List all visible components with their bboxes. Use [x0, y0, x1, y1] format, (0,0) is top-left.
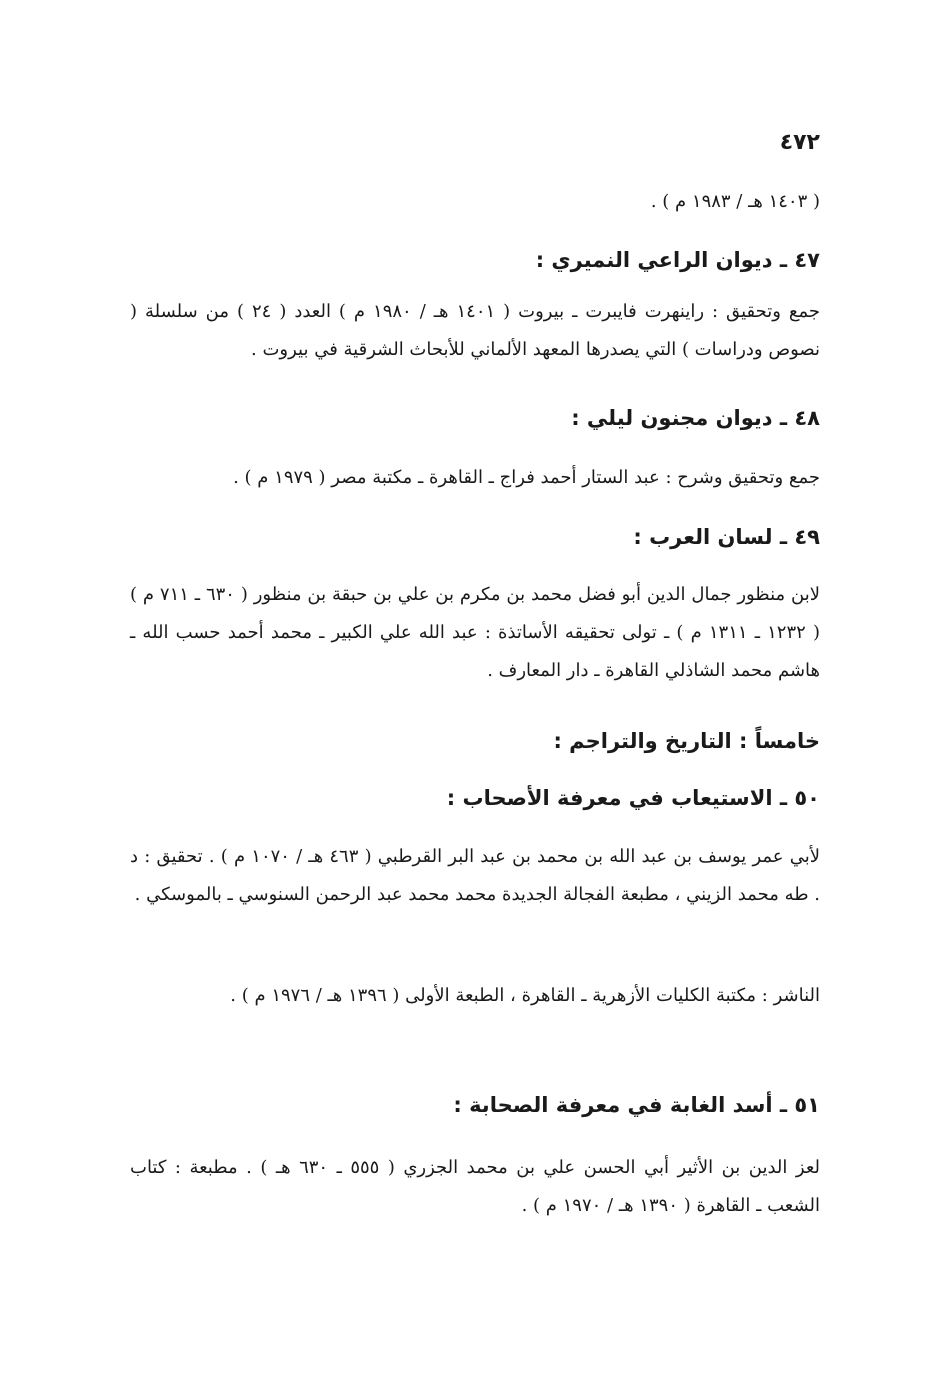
- section-5-heading: خامساً : التاريخ والتراجم :: [553, 729, 820, 753]
- entry-47-heading: ٤٧ ـ ديوان الراعي النميري :: [535, 248, 820, 272]
- entry-49-heading: ٤٩ ـ لسان العرب :: [633, 525, 820, 549]
- continuation-line: ( ١٤٠٣ هـ / ١٩٨٣ م ) .: [650, 191, 820, 212]
- entry-50-heading: ٥٠ ـ الاستيعاب في معرفة الأصحاب :: [446, 786, 820, 810]
- entry-50-publisher: الناشر : مكتبة الكليات الأزهرية ـ القاهرة ، الطبعة الأولى ( ١٣٩٦ هـ / ١٩٧٦ م ) .: [230, 985, 820, 1006]
- entry-48-body: جمع وتحقيق وشرح : عبد الستار أحمد فراج ـ القاهرة ـ مكتبة مصر ( ١٩٧٩ م ) .: [233, 467, 820, 488]
- entry-48-heading: ٤٨ ـ ديوان مجنون ليلي :: [571, 406, 820, 430]
- entry-47-body: جمع وتحقيق : راينهرت فايبرت ـ بيروت ( ١٤٠١ هـ / ١٩٨٠ م ) العدد ( ٢٤ ) من سلسلة ( نصوص ودراسات ) التي يصدرها المعهد الألماني للأبحاث الشرقية في بيروت .: [130, 301, 821, 360]
- entry-49-body: لابن منظور جمال الدين أبو فضل محمد بن مكرم بن علي بن حبقة بن منظور ( ٦٣٠ ـ ٧١١ م ) ( ١٢٣٢ ـ ١٣١١ م ) ـ تولى تحقيقه الأساتذة : عبد الله علي الكبير ـ محمد أحمد حسب الله ـ هاشم محمد الشاذلي القاهرة ـ دار المعارف .: [130, 584, 820, 681]
- entry-51-heading: ٥١ ـ أسد الغابة في معرفة الصحابة :: [453, 1093, 820, 1117]
- page-number: ٤٧٢: [779, 130, 820, 155]
- entry-51-body: لعز الدين بن الأثير أبي الحسن علي بن محمد الجزري ( ٥٥٥ ـ ٦٣٠ هـ ) . مطبعة : كتاب الشعب ـ القاهرة ( ١٣٩٠ هـ / ١٩٧٠ م ) .: [130, 1157, 821, 1216]
- entry-50-body: لأبي عمر يوسف بن عبد الله بن محمد بن عبد البر القرطبي ( ٤٦٣ هـ / ١٠٧٠ م ) . تحقيق : د . طه محمد الزيني ، مطبعة الفجالة الجديدة محمد محمد عبد الرحمن السنوسي ـ بالموسكي .: [130, 846, 820, 905]
